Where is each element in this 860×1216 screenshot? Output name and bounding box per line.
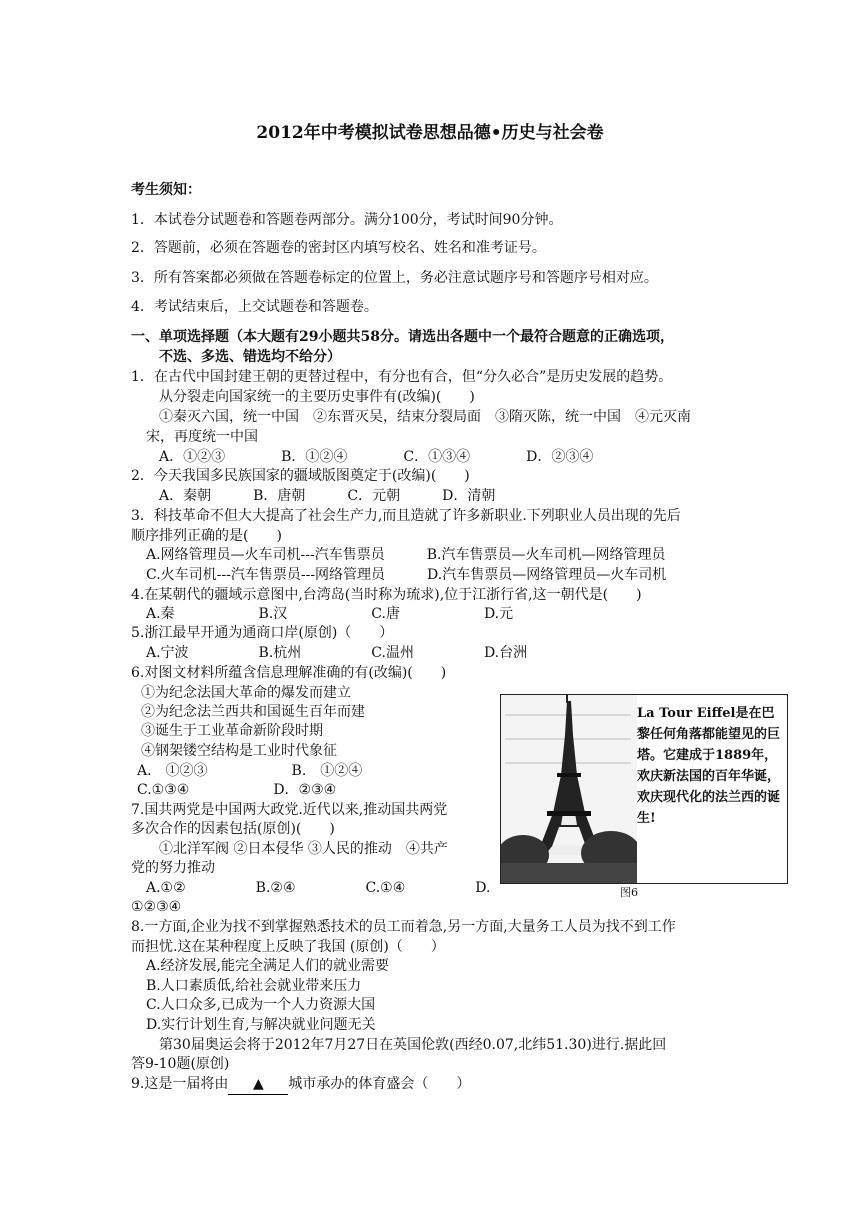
question-7-options: A.①② B.②④ C.①④ D. [146, 880, 491, 896]
eiffel-tower-figure [500, 694, 788, 884]
question-8-option-d: D.实行计划生育,与解决就业问题无关 [146, 1017, 376, 1033]
question-9 [131, 1074, 470, 1095]
question-7-items-cont: 党的努力推动 [131, 860, 215, 876]
notice-item: 1．本试卷分试题卷和答题卷两部分。满分100分，考试时间90分钟。 [131, 212, 563, 228]
notice-item: 3．所有答案都必须做在答题卷标定的位置上，务必注意试题序号和答题序号相对应。 [131, 270, 658, 286]
question-6: 6.对图文材料所蕴含信息理解准确的有(改编)( ) [131, 665, 447, 681]
question-3-options-cd: C.火车司机---汽车售票员---网络管理员 D.汽车售票员—网络管理员—火车司机 [146, 567, 667, 583]
question-6-item: ①为纪念法国大革命的爆发而建立 [141, 685, 351, 701]
question-2-options: A．秦朝 B．唐朝 C．元朝 D．清朝 [159, 488, 496, 504]
section-heading: 一、单项选择题（本大题有29小题共58分。请选出各题中一个最符合题意的正确选项， [131, 329, 674, 345]
question-5-options: A.宁波 B.杭州 C.温州 D.台洲 [146, 645, 528, 661]
notice-heading: 考生须知： [131, 182, 201, 198]
figure-text: La Tour Eiffel是在巴黎任何角落都能望见的巨塔。它建成于1889年，欢庆新法国的百年华诞，欢庆现代化的法兰西的诞生! [637, 706, 781, 826]
answer-blank: ▲ [228, 1074, 288, 1095]
question-4-options: A.秦 B.汉 C.唐 D.元 [146, 606, 514, 622]
question-6-item: ②为纪念法兰西共和国诞生百年而建 [141, 704, 365, 720]
eiffel-tower-image [501, 695, 637, 883]
question-1-cont: 从分裂走向国家统一的主要历史事件有(改编)( ) [159, 389, 475, 405]
question-6-item: ③诞生于工业革命新阶段时期 [141, 723, 323, 739]
question-4: 4.在某朝代的疆域示意图中,台湾岛(当时称为琉求),位于江浙行省,这一朝代是( ) [131, 587, 642, 603]
question-1-options: A．①②③ B．①②④ C．①③④ D．②③④ [159, 449, 594, 465]
passage-cont: 答9-10题(原创) [131, 1056, 230, 1072]
question-9-pre: 9.这是一届将由 [131, 1076, 229, 1092]
page-title: 2012年中考模拟试卷思想品德•历史与社会卷 [256, 123, 604, 143]
question-7-options-cont: ①②③④ [131, 899, 182, 915]
figure-caption: 图6 [620, 886, 638, 899]
question-3: 3．科技革命不但大大提高了社会生产力,而且造就了许多新职业.下列职业人员出现的先后 [131, 508, 681, 524]
section-heading-cont: 不选、多选、错选均不给分） [159, 349, 341, 365]
question-8-option-c: C.人口众多,已成为一个人力资源大国 [146, 997, 376, 1013]
question-3-options-ab: A.网络管理员—火车司机---汽车售票员 B.汽车售票员—火车司机—网络管理员 [146, 547, 666, 563]
question-8-cont: 而担忧.这在某种程度上反映了我国 (原创)（ ） [131, 939, 445, 955]
question-1-items-cont: 宋，再度统一中国 [146, 429, 258, 445]
question-5: 5.浙江最早开通为通商口岸(原创)（ ） [131, 625, 394, 641]
question-7-items: ①北洋军阀 ②日本侵华 ③人民的推动 ④共产 [159, 841, 448, 857]
question-8-option-a: A.经济发展,能完全满足人们的就业需要 [146, 958, 390, 974]
question-2: 2．今天我国多民族国家的疆域版图奠定于(改编)( ) [131, 468, 470, 484]
question-9-post: 城市承办的体育盛会（ ） [288, 1076, 471, 1092]
question-1: 1．在古代中国封建王朝的更替过程中，有分也有合，但“分久必合”是历史发展的趋势。 [131, 369, 673, 385]
notice-item: 4．考试结束后，上交试题卷和答题卷。 [131, 299, 378, 315]
question-7: 7.国共两党是中国两大政党.近代以来,推动国共两党 [131, 802, 448, 818]
question-6-item: ④钢架镂空结构是工业时代象征 [141, 743, 337, 759]
passage: 第30届奥运会将于2012年7月27日在英国伦敦(西经0.07,北纬51.30)进行.据此回 [159, 1037, 667, 1053]
question-6-options-cd: C.①③④ D．②③④ [137, 782, 337, 798]
question-3-cont: 顺序排列正确的是( ) [131, 528, 282, 544]
question-1-items: ①秦灭六国，统一中国 ②东晋灭吴，结束分裂局面 ③隋灭陈，统一中国 ④元灭南 [159, 409, 691, 425]
notice-item: 2．答题前，必须在答题卷的密封区内填写校名、姓名和准考证号。 [131, 240, 546, 256]
question-8: 8.一方面,企业为找不到掌握熟悉技术的员工而着急,另一方面,大量务工人员为找不到工作 [131, 919, 676, 935]
question-8-option-b: B.人口素质低,给社会就业带来压力 [146, 978, 362, 994]
question-6-options-ab: A. ①②③ B. ①②④ [137, 763, 363, 779]
question-7-cont: 多次合作的因素包括(原创)( ) [131, 821, 335, 837]
